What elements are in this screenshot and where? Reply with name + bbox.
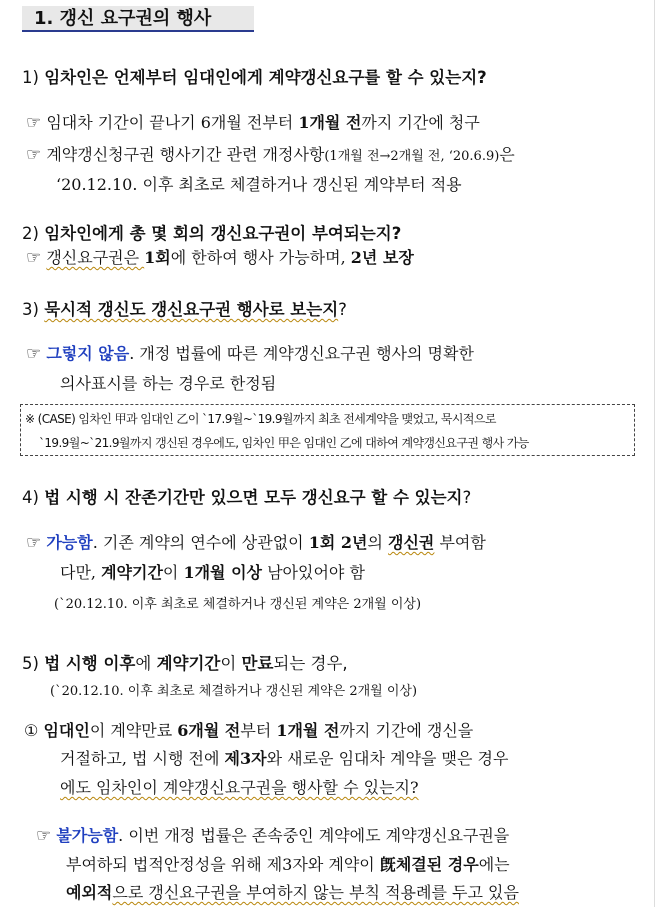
- question-5: 5) 법 시행 이후에 계약기간이 만료되는 경우,: [22, 654, 348, 673]
- question-text: 임차인에게 총 몇 회의 갱신요구권이 부여되는지?: [44, 224, 402, 243]
- section-title: 1. 갱신 요구권의 행사: [22, 6, 254, 32]
- hand-pointer-icon: ☞: [26, 533, 42, 553]
- circled-one-icon: ①: [24, 721, 39, 740]
- question-number: 1): [22, 68, 39, 87]
- q5-sub-1-line3: 에도 임차인이 계약갱신요구권을 행사할 수 있는지?: [60, 778, 419, 797]
- hand-pointer-icon: ☞: [26, 113, 42, 133]
- question-3: 3) 묵시적 갱신도 갱신요구권 행사로 보는지?: [22, 300, 347, 319]
- q1-bullet-2-line2: ‘20.12.10. 이후 최초로 체결하거나 갱신된 계약부터 적용: [56, 175, 462, 194]
- question-number: 5): [22, 654, 39, 673]
- hand-pointer-icon: ☞: [26, 145, 42, 165]
- case-line-2: `19.9월~`21.9월까지 갱신된 경우에도, 임차인 甲은 임대인 乙에 대하여 계약갱신요구권 행사 가능: [39, 436, 529, 450]
- q5-answer-line3: 예외적으로 갱신요구권을 부여하지 않는 부칙 적용례를 두고 있음: [66, 883, 519, 902]
- question-number: 4): [22, 488, 39, 507]
- question-2: [22, 220, 401, 244]
- question-number: 2): [22, 224, 39, 243]
- question-1: [22, 64, 487, 88]
- q4-bullet-1-line2: 다만, 계약기간이 1개월 이상 남아있어야 함: [60, 563, 365, 582]
- q4-bullet-1: ☞ 가능함. 기존 계약의 연수에 상관없이 1회 2년의 갱신권 부여함: [26, 533, 486, 553]
- question-4: 4) 법 시행 시 잔존기간만 있으면 모두 갱신요구 할 수 있는지?: [22, 488, 472, 507]
- q5-sub-1: ① 임대인이 계약만료 6개월 전부터 1개월 전까지 기간에 갱신을: [24, 721, 474, 740]
- q5-sub-1-line2: 거절하고, 법 시행 전에 제3자와 새로운 임대차 계약을 맺은 경우: [60, 749, 509, 768]
- case-line-1: ※ (CASE) 임차인 甲과 임대인 乙이 `17.9월~`19.9월까지 최초 전세계약을 맺었고, 묵시적으로: [25, 412, 496, 426]
- q3-bullet-1: ☞ 그렇지 않음. 개정 법률에 따른 계약갱신요구권 행사의 명확한: [26, 344, 474, 364]
- q5-answer-line2: 부여하되 법적안정성을 위해 제3자와 계약이 旣체결된 경우에는: [66, 855, 510, 874]
- q4-note: (`20.12.10. 이후 최초로 체결하거나 갱신된 계약은 2개월 이상): [54, 597, 422, 612]
- question-text: 묵시적 갱신도 갱신요구권 행사로 보는지: [44, 300, 339, 319]
- question-number: 3): [22, 300, 39, 319]
- q2-bullet-1: ☞ 갱신요구권은 1회에 한하여 행사 가능하며, 2년 보장: [26, 248, 414, 268]
- hand-pointer-icon: ☞: [36, 826, 52, 846]
- hand-pointer-icon: ☞: [26, 344, 42, 364]
- q1-bullet-1: ☞ 임대차 기간이 끝나기 6개월 전부터 1개월 전까지 기간에 청구: [26, 113, 480, 133]
- q3-bullet-1-line2: 의사표시를 하는 경우로 한정됨: [60, 374, 277, 393]
- question-text: 임차인은 언제부터 임대인에게 계약갱신요구를 할 수 있는지?: [44, 68, 487, 87]
- q5-note: (`20.12.10. 이후 최초로 체결하거나 갱신된 계약은 2개월 이상): [50, 684, 418, 699]
- question-text: 법 시행 시 잔존기간만 있으면 모두 갱신요구 할 수 있는지: [44, 488, 463, 507]
- q5-answer: ☞ 불가능함. 이번 개정 법률은 존속중인 계약에도 계약갱신요구권을: [36, 826, 510, 846]
- hand-pointer-icon: ☞: [26, 248, 42, 268]
- case-box: [20, 404, 635, 456]
- q1-bullet-2: ☞ 계약갱신청구권 행사기간 관련 개정사항(1개월 전→2개월 전, ‘20.6.9)은: [26, 145, 515, 165]
